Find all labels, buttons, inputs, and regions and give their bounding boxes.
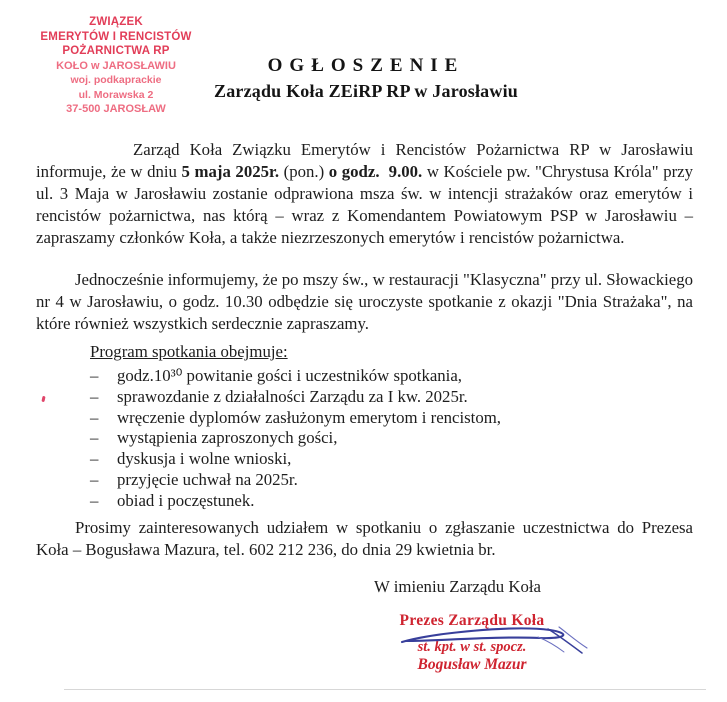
stamp-line: KOŁO w JAROSŁAWIU — [56, 59, 176, 72]
paragraph-text: w Kościele pw. "Chrystusa Króla" przy ul. 3 Maja w Jarosławiu zostanie odprawiona msza św. w intencji strażaków oraz emerytów i rencistów pożarnictwa, nas którą – wraz z Komendantem Powiatowym PSP w Jarosławiu – zapraszamy członków Koła, a także niezrzeszonych emerytów i rencistów pożarnictwa. — [36, 161, 694, 247]
stamp-line: woj. podkaprackie — [70, 74, 162, 86]
stamp-role-line: Prezes Zarządu Koła — [399, 612, 545, 629]
paragraph-contact: Prosimy zainteresowanych udziałem w spotkaniu o zgłaszanie uczestnictwa do Prezesa Koła – Bogusława Mazura, tel. 602 212 236, do dnia 29 kwietnia br. — [36, 518, 693, 559]
stamp-line: 37-500 JAROSŁAW — [66, 103, 166, 115]
program-heading: Program spotkania obejmuje: — [90, 342, 288, 361]
list-dash: – — [90, 428, 99, 448]
ink-speck — [41, 396, 45, 402]
signature-formula: W imieniu Zarządu Koła — [374, 577, 541, 596]
list-item — [90, 408, 650, 429]
list-item-text: dyskusja i wolne wnioski, — [117, 449, 292, 469]
paragraph-text: Zarząd Koła Związku Emerytów i Rencistów Pożarnictwa RP w Jarosławiu informuje, że w dniu — [36, 140, 693, 181]
stamp-line: ul. Morawska 2 — [78, 88, 154, 101]
list-dash: – — [90, 366, 99, 385]
list-item-text: obiad i poczęstunek. — [117, 490, 255, 510]
list-dash: – — [90, 386, 99, 406]
list-dash: – — [90, 469, 99, 489]
paragraph-meeting-info: Jednocześnie informujemy, że po mszy św., w restauracji "Klasyczna" przy ul. Słowackiego nr 4 w Jarosławiu, o godz. 10.30 odbędzie się uroczyste spotkanie z okazji "Dnia Strażaka", na które również wszystkich serdecznie zapraszamy. — [36, 270, 693, 333]
list-item-text: wręczenie dyplomów zasłużonym emerytom i rencistom, — [117, 407, 501, 427]
document-title: OGŁOSZENIE — [267, 55, 465, 76]
list-item-text: sprawozdanie z działalności Zarządu za I kw. 2025r. — [117, 386, 468, 406]
list-item — [90, 366, 650, 387]
list-item — [90, 449, 650, 470]
list-item — [90, 470, 650, 491]
signature-scribble — [398, 622, 593, 664]
stamp-name-line: Bogusław Mazur — [417, 656, 527, 673]
time-emphasis: o godz. 9.00. — [328, 161, 423, 181]
list-item — [90, 387, 650, 408]
list-dash: – — [90, 449, 99, 469]
list-dash: – — [90, 490, 99, 510]
list-item — [90, 491, 650, 512]
program-section — [90, 341, 650, 512]
list-item-text: przyjęcie uchwał na 2025r. — [117, 469, 298, 489]
paragraph-text: (pon.) — [279, 161, 329, 181]
organization-stamp — [16, 15, 216, 117]
date-emphasis: 5 maja 2025r. — [181, 161, 280, 181]
list-dash: – — [90, 407, 99, 427]
document-header — [205, 55, 527, 102]
document-subtitle: Zarządu Koła ZEiRP RP w Jarosławiu — [213, 81, 518, 101]
list-item-text: wystąpienia zaproszonych gości, — [117, 428, 338, 448]
stamp-line: EMERYTÓW I RENCISTÓW POŻARNICTWA RP — [40, 30, 192, 57]
stamp-line: ZWIĄZEK — [89, 16, 143, 28]
stamp-rank-line: st. kpt. w st. spocz. — [417, 639, 527, 655]
paragraph-announcement — [36, 139, 693, 249]
list-item-text: godz.10³⁰ powitanie gości i uczestników spotkania, — [117, 366, 462, 385]
scan-artifact-line — [64, 689, 706, 690]
list-item — [90, 428, 650, 449]
